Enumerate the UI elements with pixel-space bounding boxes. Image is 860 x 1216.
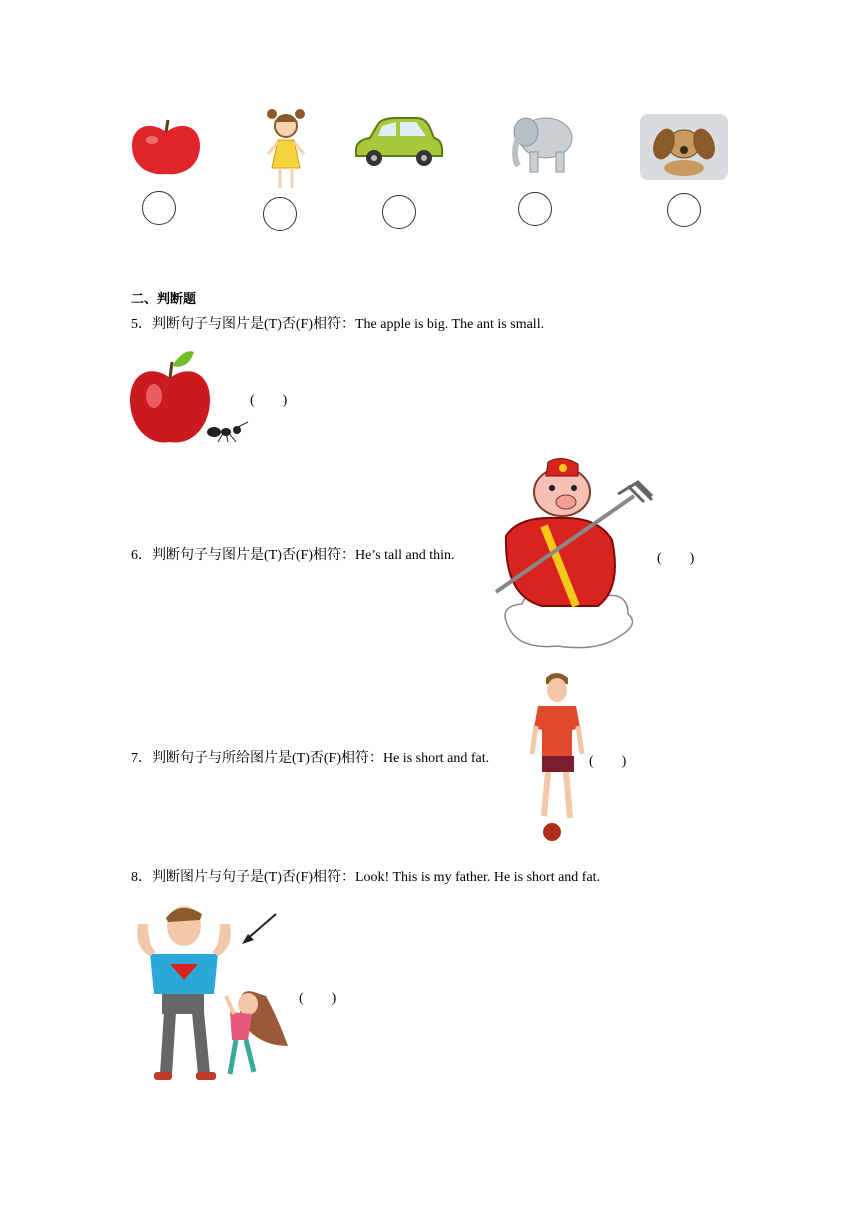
dog-icon [640, 114, 728, 180]
question-8 [131, 869, 600, 887]
pig-character-image [488, 456, 656, 654]
answer-paren-6[interactable]: ( ) [657, 551, 695, 566]
elephant-icon [506, 108, 578, 176]
question-6 [131, 547, 455, 565]
question-text: 判断句子与所给图片是(T)否(F)相符：He is short and fat. [152, 751, 490, 766]
question-number: 5． [131, 317, 152, 332]
question-number: 6． [131, 548, 152, 563]
boy-with-ball-image [526, 670, 588, 846]
big-apple-image [130, 348, 210, 446]
arrow-icon [240, 912, 278, 946]
answer-paren-5[interactable]: ( ) [250, 393, 288, 408]
question-text: 判断句子与图片是(T)否(F)相符：He’s tall and thin. [152, 548, 455, 563]
girl-icon [262, 106, 310, 192]
section-title: 二、判断题 [131, 292, 197, 307]
question-7 [131, 750, 489, 768]
question-number: 7． [131, 751, 152, 766]
apple-icon [130, 118, 202, 178]
question-number: 8． [131, 870, 152, 885]
answer-circle-4[interactable] [518, 192, 552, 226]
question-text: 判断图片与句子是(T)否(F)相符：Look! This is my father. He is short and fat. [152, 870, 601, 885]
car-icon [352, 116, 444, 170]
question-text: 判断句子与图片是(T)否(F)相符：The apple is big. The ant is small. [152, 317, 545, 332]
answer-circle-2[interactable] [263, 197, 297, 231]
answer-paren-7[interactable]: ( ) [589, 754, 627, 769]
question-5 [131, 316, 544, 334]
answer-circle-3[interactable] [382, 195, 416, 229]
answer-circle-5[interactable] [667, 193, 701, 227]
ant-image [202, 420, 252, 444]
answer-circle-1[interactable] [142, 191, 176, 225]
answer-paren-8[interactable]: ( ) [299, 991, 337, 1006]
